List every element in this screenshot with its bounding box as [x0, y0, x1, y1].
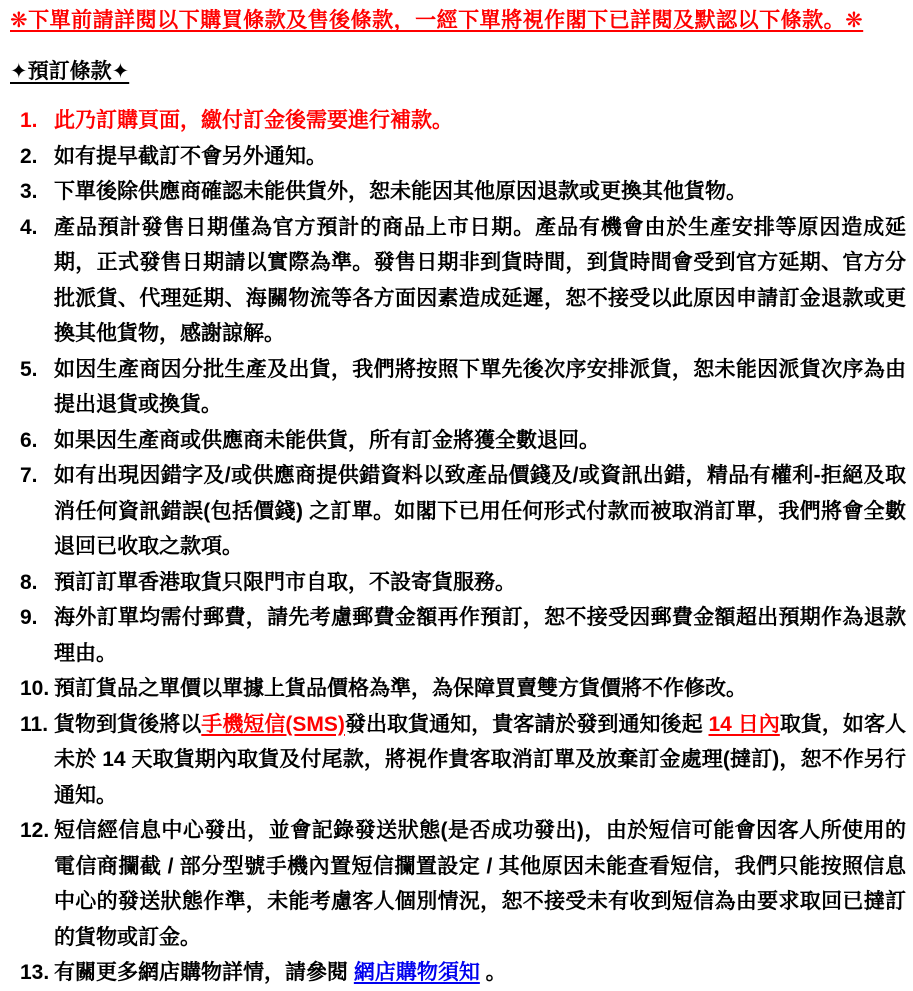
term-item-7	[10, 458, 906, 565]
highlighted-red-text: 手機短信(SMS)	[201, 712, 345, 736]
store-shopping-guide-link[interactable]: 網店購物須知	[353, 961, 480, 984]
term-item-11	[10, 707, 906, 814]
term-item-4	[10, 210, 906, 352]
term-item-2	[10, 139, 906, 175]
preorder-terms-heading-text: ✦預訂條款✦	[10, 60, 130, 83]
term-number: 8.	[20, 570, 38, 594]
term-item-5	[10, 352, 906, 423]
term-number: 5.	[20, 357, 38, 381]
term-number: 12.	[20, 819, 50, 842]
term-number: 9.	[20, 606, 38, 629]
term-number: 10.	[20, 677, 50, 700]
term-text: 下單後除供應商確認未能供貨外，恕未能因其他原因退款或更換其他貨物。	[54, 180, 747, 203]
term-text: 海外訂單均需付郵費，請先考慮郵費金額再作預訂，恕不接受因郵費金額超出預期作為退款理由。	[54, 606, 906, 665]
term-number: 13.	[20, 961, 50, 984]
term-text: 預訂貨品之單價以單據上貨品價格為準，為保障買賣雙方貨價將不作修改。	[54, 677, 747, 700]
term-text: 貨物到貨後將以	[54, 712, 202, 736]
term-text: 如有出現因錯字及/或供應商提供錯資料以致產品價錢及/或資訊出錯，精品有權利-拒絕及取消任何資訊錯誤(包括價錢) 之訂單。如閣下已用任何形式付款而被取消訂單，我們將會全數退回已收取之款項。	[54, 464, 906, 558]
term-number: 11.	[20, 712, 49, 736]
term-text: 產品預計發售日期僅為官方預計的商品上市日期。產品有機會由於生產安排等原因造成延期，正式發售日期請以實際為準。發售日期非到貨時間，到貨時間會受到官方延期、官方分批派貨、代理延期、海關物流等各方面因素造成延遲，恕不接受以此原因申請訂金退款或更換其他貨物，感謝諒解。	[54, 215, 906, 345]
term-text: 發出取貨通知，貴客請於發到通知後起	[344, 712, 709, 736]
terms-list	[10, 103, 906, 991]
preorder-terms-section-header	[10, 57, 906, 87]
term-number: 1.	[20, 109, 38, 132]
term-item-12	[10, 813, 906, 955]
term-item-8	[10, 565, 906, 601]
term-text: 短信經信息中心發出，並會記錄發送狀態(是否成功發出)，由於短信可能會因客人所使用的電信商攔截 / 部分型號手機內置短信攔置設定 / 其他原因未能查看短信，我們只能按照信息中心的發送狀態作準，未能考慮客人個別情況，恕不接受未有收到短信為由要求取回已撻訂的貨物或訂金。	[54, 819, 906, 949]
term-text: 。	[479, 961, 507, 984]
term-number: 4.	[20, 215, 38, 239]
term-number: 2.	[20, 144, 38, 168]
term-number: 7.	[20, 464, 38, 487]
term-item-10	[10, 671, 906, 707]
highlighted-red-text: 14 日內	[708, 712, 780, 736]
term-text: 取貨，如客人未於 14 天取貨期內取貨及付尾款，將視作貴客取消訂單及放棄訂金處理(撻訂)，恕不作另行通知。	[54, 712, 907, 807]
term-text: 如因生產商因分批生產及出貨，我們將按照下單先後次序安排派貨，恕未能因派貨次序為由提出退貨或換貨。	[54, 357, 906, 416]
term-item-1	[10, 103, 906, 139]
term-text: 如果因生產商或供應商未能供貨，所有訂金將獲全數退回。	[54, 428, 600, 452]
purchase-terms-warning-title: ❋下單前請詳閱以下購買條款及售後條款，一經下單將視作閣下已詳閱及默認以下條款。❋	[10, 9, 864, 32]
term-text: 此乃訂購頁面，繳付訂金後需要進行補款。	[54, 109, 453, 132]
term-number: 3.	[20, 180, 38, 203]
term-item-9	[10, 600, 906, 671]
term-number: 6.	[20, 428, 38, 452]
term-text: 有關更多網店購物詳情，請參閱	[54, 961, 354, 984]
term-item-13	[10, 955, 906, 991]
term-text: 預訂訂單香港取貨只限門市自取，不設寄貨服務。	[54, 570, 516, 594]
term-text: 如有提早截訂不會另外通知。	[54, 144, 327, 168]
term-item-3	[10, 174, 906, 210]
term-item-6	[10, 423, 906, 459]
